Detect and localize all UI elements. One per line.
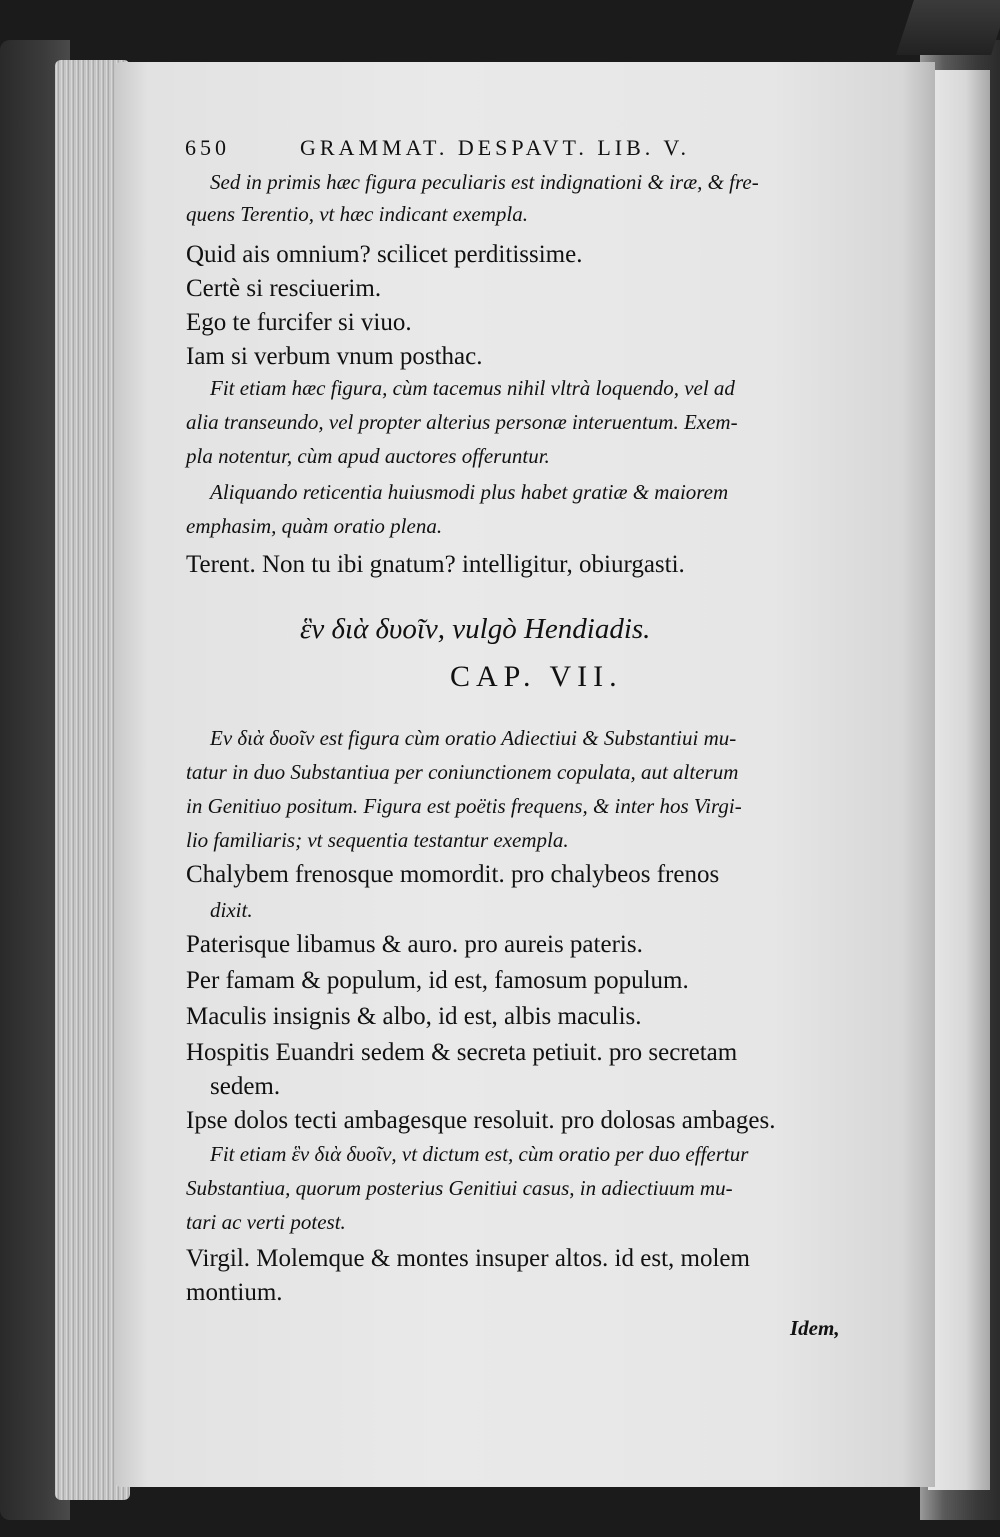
text-line: sedem. — [210, 1073, 281, 1100]
text-line: alia transeundo, vel propter alterius personæ interuentum. Exem- — [186, 410, 738, 434]
text-line: Terent. Non tu ibi gnatum? intelligitur, obiurgasti. — [186, 551, 685, 578]
text-line: Sed in primis hæc figura peculiaris est indignationi & iræ, & fre- — [210, 170, 759, 194]
text-line: Substantiua, quorum posterius Genitiui casus, in adiectiuum mu- — [186, 1176, 733, 1200]
text-line: Aliquando reticentia huiusmodi plus habet gratiæ & maiorem — [210, 480, 729, 504]
text-line: Maculis insignis & albo, id est, albis maculis. — [186, 1003, 642, 1030]
catchword: Idem, — [790, 1316, 840, 1340]
text-line: Paterisque libamus & auro. pro aureis pateris. — [186, 931, 643, 958]
text-line: Iam si verbum vnum posthac. — [186, 343, 483, 370]
text-line: Certè si resciuerim. — [186, 275, 382, 302]
text-line: tatur in duo Substantiua per coniunctionem copulata, aut alterum — [186, 760, 739, 784]
text-line: lio familiaris; vt sequentia testantur exempla. — [186, 828, 569, 852]
running-title: GRAMMAT. DESPAVT. LIB. V. — [300, 135, 690, 160]
text-line: Hospitis Euandri sedem & secreta petiuit. pro secretam — [186, 1039, 738, 1066]
text-line: Ipse dolos tecti ambagesque resoluit. pro dolosas ambages. — [186, 1107, 776, 1134]
text-line: Εν διὰ δυοῖν est figura cùm oratio Adiectiui & Substantiui mu- — [210, 726, 737, 750]
text-line: in Genitiuo positum. Figura est poëtis frequens, & inter hos Virgi- — [186, 794, 742, 818]
text-line: dixit. — [210, 898, 253, 922]
page-number: 650 — [185, 135, 230, 160]
section-heading: ἓν διὰ δυοῖν, vulgò Hendiadis. — [300, 613, 651, 645]
text-line: tari ac verti potest. — [186, 1210, 346, 1234]
text-line: quens Terentio, vt hæc indicant exempla. — [186, 202, 528, 226]
text-line: Chalybem frenosque momordit. pro chalybeos frenos — [186, 861, 720, 888]
text-line: pla notentur, cùm apud auctores offeruntur. — [186, 444, 550, 468]
text-line: Virgil. Molemque & montes insuper altos. id est, molem — [186, 1245, 750, 1272]
text-line: montium. — [186, 1279, 283, 1306]
text-line: Fit etiam hæc figura, cùm tacemus nihil vltrà loquendo, vel ad — [210, 376, 735, 400]
text-line: Fit etiam ἓν διὰ δυοῖν, vt dictum est, cùm oratio per duo effertur — [210, 1142, 749, 1166]
chapter-heading: CAP. VII. — [450, 660, 623, 693]
text-line: Per famam & populum, id est, famosum populum. — [186, 967, 689, 994]
text-line: emphasim, quàm oratio plena. — [186, 514, 443, 538]
text-line: Ego te furcifer si viuo. — [186, 309, 412, 336]
text-line: Quid ais omnium? scilicet perditissime. — [186, 241, 583, 268]
